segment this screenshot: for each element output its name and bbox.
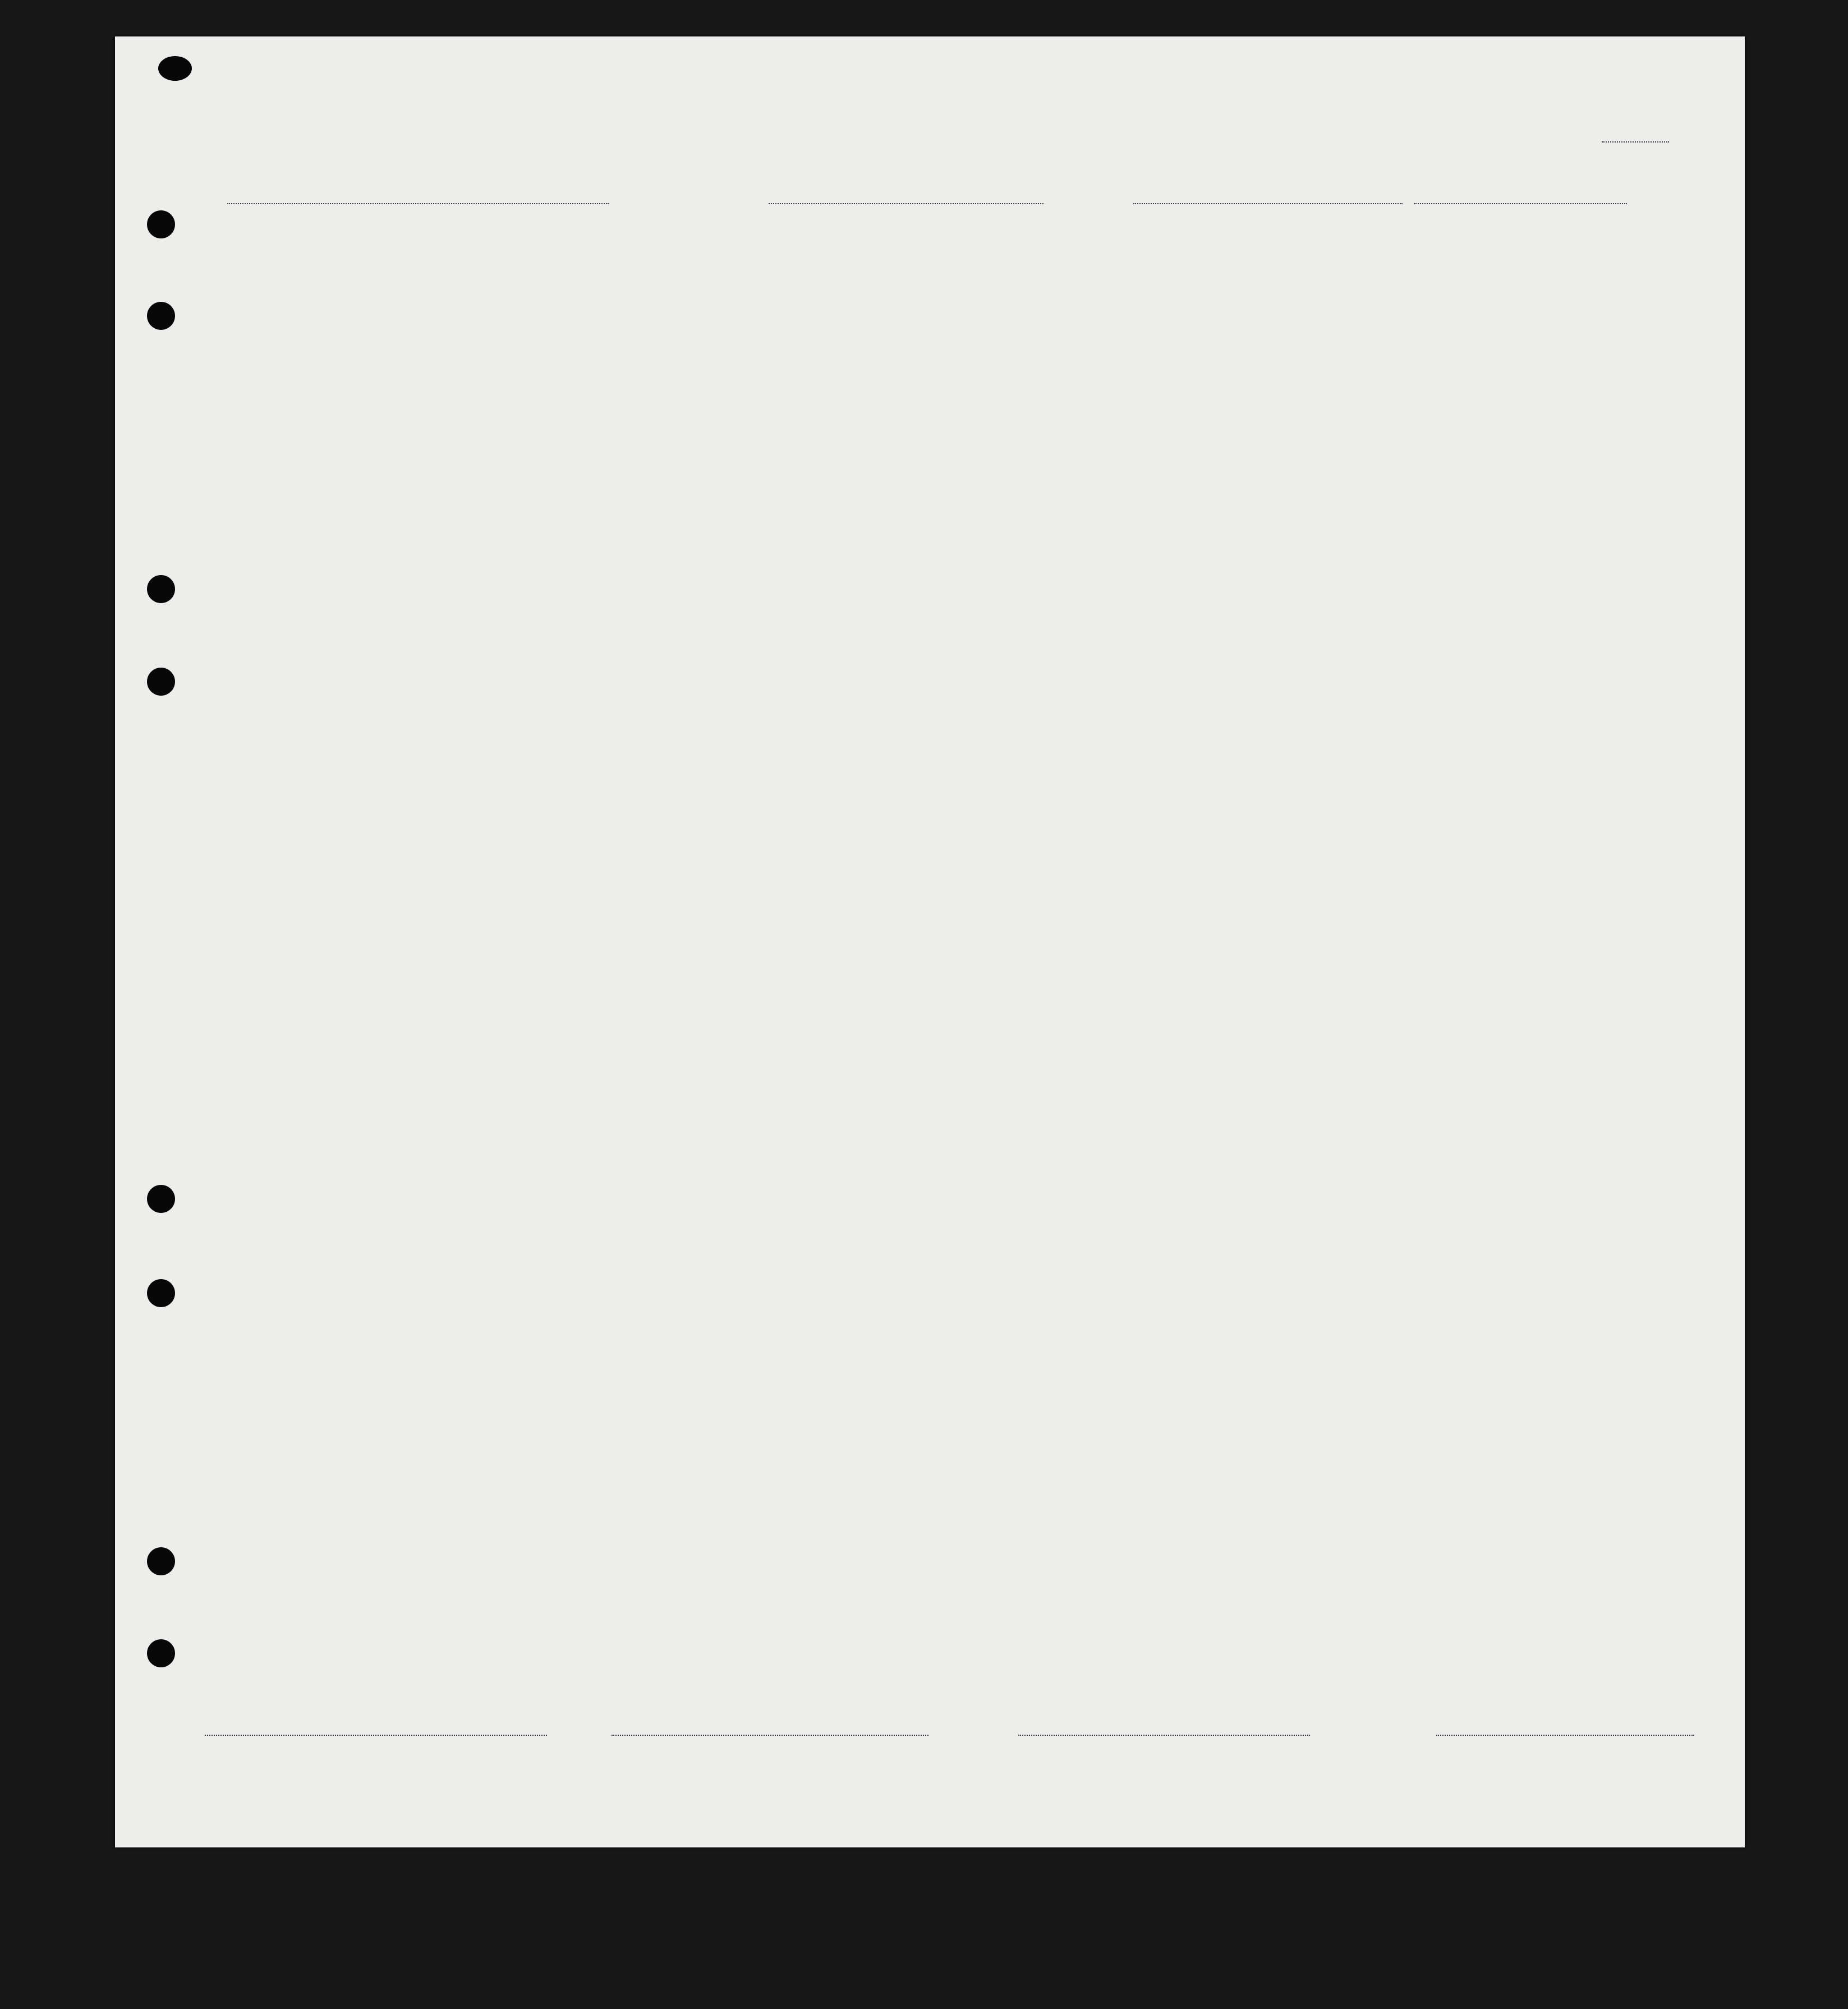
agents-rule <box>1018 1735 1310 1736</box>
line-rule <box>205 1735 547 1736</box>
officer-rule <box>1436 1735 1694 1736</box>
owners-rule <box>612 1735 928 1736</box>
